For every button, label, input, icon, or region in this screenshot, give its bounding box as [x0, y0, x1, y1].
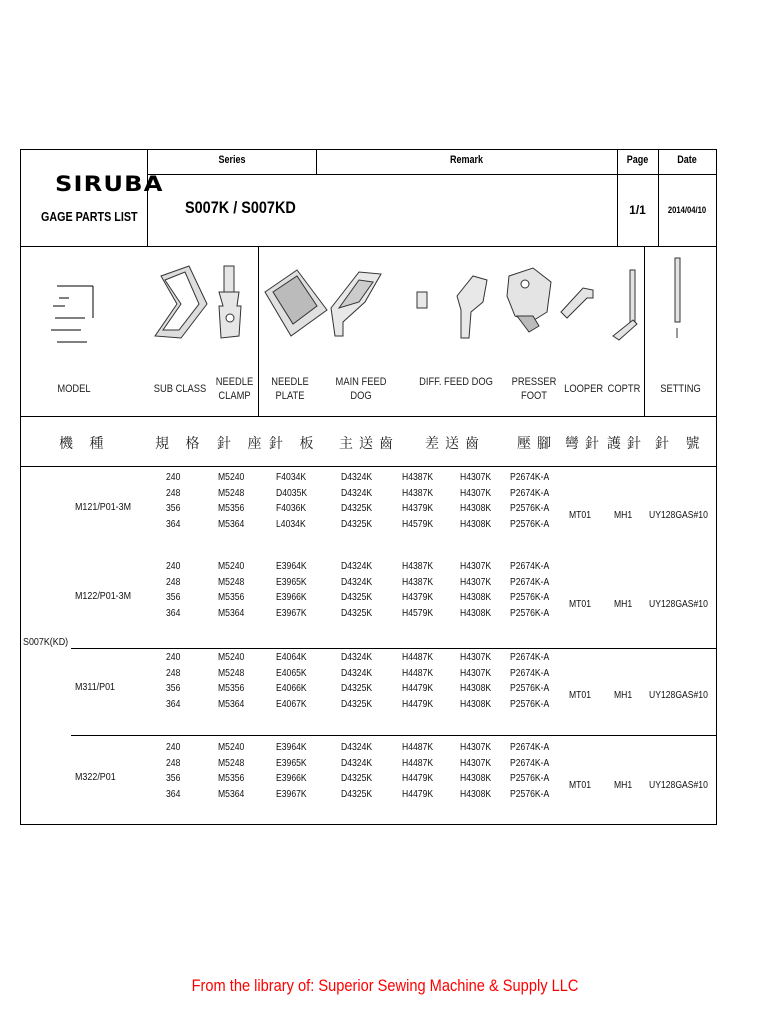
needle-clamp-values: [218, 559, 244, 621]
series-model: S007K / S007KD: [185, 198, 296, 217]
table-cell: D4325K: [341, 682, 373, 694]
table-cell: M5364: [218, 787, 245, 800]
table-cell: E3966K: [276, 591, 307, 603]
table-cell: D4325K: [341, 502, 373, 514]
guard-value: MH1: [614, 598, 633, 610]
table-cell: P2674K-A: [510, 756, 550, 769]
parts-illustrations: [21, 246, 716, 376]
main-feed-dog-values: [341, 470, 372, 532]
model-diagram: [51, 286, 93, 342]
table-cell: 356: [166, 682, 181, 694]
coptr-part: [613, 270, 637, 340]
parts-list-sheet: [20, 149, 717, 825]
presser-foot-part: [507, 268, 551, 332]
series-label: Series: [218, 154, 246, 166]
table-cell: H4479K: [402, 682, 434, 694]
cn-setting: 針 號: [655, 436, 706, 452]
looper-value: MT01: [569, 689, 592, 701]
looper-value: MT01: [569, 509, 592, 521]
caption-looper: LOOPER: [564, 383, 604, 395]
doc-title: GAGE PARTS LIST: [41, 210, 138, 224]
table-cell: F4036K: [276, 502, 307, 514]
table-cell: H4379K: [402, 591, 434, 603]
diff-feed-dog-values-2: [460, 559, 491, 621]
table-cell: H4308K: [460, 517, 492, 530]
caption-main-feed-dog: MAIN FEED DOG: [335, 376, 387, 402]
table-cell: H4387K: [402, 486, 434, 499]
table-cell: D4324K: [341, 486, 373, 499]
diff-feed-dog-values-2: [460, 740, 491, 802]
main-feed-dog-values: [341, 559, 372, 621]
table-cell: P2674K-A: [510, 575, 550, 588]
table-cell: H4307K: [460, 756, 492, 769]
table-cell: 356: [166, 502, 181, 514]
table-cell: E4066K: [276, 682, 307, 694]
table-cell: E3965K: [276, 575, 307, 588]
table-cell: P2674K-A: [510, 560, 550, 572]
diff-feed-dog-values: [402, 740, 433, 802]
main-feed-dog-part: [331, 272, 381, 336]
series-group-label: S007K(KD): [23, 636, 69, 648]
table-cell: 240: [166, 471, 181, 483]
doc-date: 2014/04/10: [667, 205, 707, 215]
table-cell: 364: [166, 517, 181, 530]
group-model: M311/P01: [75, 681, 116, 693]
needle-value: UY128GAS#10: [649, 779, 708, 791]
page-label: Page: [626, 154, 649, 166]
table-cell: H4307K: [460, 471, 492, 483]
guard-value: MH1: [614, 509, 633, 521]
table-cell: M5356: [218, 591, 245, 603]
guard-value: MH1: [614, 779, 633, 791]
table-cell: H4487K: [402, 741, 434, 753]
table-cell: H4308K: [460, 502, 492, 514]
looper-value: MT01: [569, 779, 592, 791]
table-cell: P2674K-A: [510, 471, 550, 483]
table-cell: H4308K: [460, 772, 492, 784]
table-cell: D4035K: [276, 486, 308, 499]
table-cell: H4487K: [402, 651, 434, 663]
table-cell: P2576K-A: [510, 772, 550, 784]
group-divider: [71, 735, 716, 736]
table-cell: H4387K: [402, 471, 434, 483]
table-cell: E3965K: [276, 756, 307, 769]
table-cell: 248: [166, 486, 181, 499]
looper-value: MT01: [569, 598, 592, 610]
table-cell: P2576K-A: [510, 517, 550, 530]
table-cell: E3966K: [276, 772, 307, 784]
table-cell: P2576K-A: [510, 606, 550, 619]
table-cell: H4379K: [402, 502, 434, 514]
needle-value: UY128GAS#10: [649, 509, 708, 521]
siruba-logo: SIRUBA: [55, 172, 164, 196]
cn-presser-foot: 壓腳: [517, 436, 557, 452]
presser-foot-values: [510, 470, 549, 532]
table-cell: P2674K-A: [510, 486, 550, 499]
page-number: 1/1: [629, 203, 646, 217]
table-cell: D4324K: [341, 471, 373, 483]
table-cell: M5364: [218, 517, 245, 530]
table-cell: H4307K: [460, 666, 492, 679]
group-divider: [71, 648, 716, 649]
cn-looper: 彎針: [565, 436, 605, 452]
caption-needle-plate: NEEDLE PLATE: [271, 376, 309, 402]
presser-foot-values: [510, 650, 549, 712]
group-model: M121/P01-3M: [75, 501, 132, 513]
cn-needle-clamp: 針 座: [217, 436, 268, 452]
header-divider: [147, 150, 148, 246]
needle-plate-values: [276, 740, 307, 802]
header-divider: [658, 150, 659, 246]
sub-class-values: [166, 650, 180, 712]
table-cell: M5356: [218, 772, 245, 784]
table-cell: P2674K-A: [510, 651, 550, 663]
table-cell: M5248: [218, 756, 245, 769]
needle-clamp-values: [218, 650, 244, 712]
table-cell: M5240: [218, 560, 245, 572]
table-cell: M5240: [218, 741, 245, 753]
table-cell: E4067K: [276, 697, 307, 710]
table-cell: 248: [166, 575, 181, 588]
cn-main-feed-dog: 主送齒: [339, 436, 399, 452]
table-cell: H4479K: [402, 772, 434, 784]
table-cell: M5356: [218, 682, 245, 694]
table-cell: D4324K: [341, 666, 373, 679]
needle-plate-values: [276, 559, 307, 621]
table-cell: H4308K: [460, 606, 492, 619]
remark-label: Remark: [449, 154, 484, 166]
table-cell: D4325K: [341, 517, 373, 530]
cn-diff-feed-dog: 差送齒: [425, 436, 485, 452]
table-cell: 356: [166, 772, 181, 784]
table-cell: H4307K: [460, 486, 492, 499]
table-cell: M5356: [218, 502, 245, 514]
needle-clamp-values: [218, 740, 244, 802]
diff-feed-dog-values: [402, 559, 433, 621]
diff-feed-dog-values: [402, 470, 433, 532]
table-cell: D4325K: [341, 606, 373, 619]
table-cell: 364: [166, 787, 181, 800]
date-label: Date: [677, 154, 697, 166]
caption-setting: SETTING: [660, 383, 701, 395]
table-cell: H4307K: [460, 651, 492, 663]
table-cell: H4308K: [460, 697, 492, 710]
library-footer: From the library of: Superior Sewing Machine & Supply LLC: [191, 976, 579, 995]
table-cell: D4325K: [341, 591, 373, 603]
table-cell: L4034K: [276, 517, 306, 530]
presser-foot-values: [510, 559, 549, 621]
table-cell: H4579K: [402, 517, 434, 530]
cn-header-top-line: [21, 416, 716, 417]
table-cell: H4479K: [402, 787, 434, 800]
table-cell: E3964K: [276, 741, 307, 753]
table-cell: P2576K-A: [510, 591, 550, 603]
table-cell: M5364: [218, 697, 245, 710]
cn-header-bottom-line: [21, 466, 716, 467]
cn-needle-plate: 針 板: [269, 436, 320, 452]
looper-part: [561, 288, 593, 318]
table-cell: P2576K-A: [510, 787, 550, 800]
setting-needle-part: [675, 258, 680, 338]
needle-plate-part: [265, 270, 327, 336]
group-model: M122/P01-3M: [75, 590, 132, 602]
header-divider: [316, 150, 317, 174]
caption-presser-foot: PRESSER FOOT: [511, 376, 557, 402]
table-cell: H4308K: [460, 787, 492, 800]
table-cell: P2674K-A: [510, 741, 550, 753]
cn-sub-class: 規 格: [155, 436, 206, 452]
table-cell: P2576K-A: [510, 697, 550, 710]
table-cell: E3967K: [276, 787, 307, 800]
table-cell: H4479K: [402, 697, 434, 710]
sub-class-values: [166, 470, 180, 532]
header-divider: [147, 174, 716, 175]
table-cell: M5364: [218, 606, 245, 619]
table-cell: H4308K: [460, 682, 492, 694]
table-cell: H4579K: [402, 606, 434, 619]
table-cell: M5240: [218, 471, 245, 483]
table-cell: 240: [166, 560, 181, 572]
table-cell: D4325K: [341, 697, 373, 710]
table-cell: F4034K: [276, 471, 307, 483]
table-cell: M5248: [218, 666, 245, 679]
group-model: M322/P01: [75, 771, 116, 783]
table-cell: D4324K: [341, 560, 373, 572]
diff-feed-dog-values-2: [460, 650, 491, 712]
sub-class-part: [155, 266, 207, 338]
needle-plate-values: [276, 470, 307, 532]
table-cell: D4325K: [341, 787, 373, 800]
main-feed-dog-values: [341, 650, 372, 712]
guard-value: MH1: [614, 689, 633, 701]
table-cell: P2674K-A: [510, 666, 550, 679]
table-cell: D4325K: [341, 772, 373, 784]
diff-feed-dog-part: [417, 276, 487, 338]
table-cell: D4324K: [341, 741, 373, 753]
table-cell: E4065K: [276, 666, 307, 679]
header-divider: [617, 150, 618, 246]
caption-model: MODEL: [57, 383, 91, 395]
presser-foot-values: [510, 740, 549, 802]
table-cell: H4487K: [402, 666, 434, 679]
cn-model: 機 種: [59, 436, 110, 452]
cn-coptr: 護針: [607, 436, 647, 452]
diff-feed-dog-values: [402, 650, 433, 712]
table-cell: 356: [166, 591, 181, 603]
needle-clamp-values: [218, 470, 244, 532]
table-cell: H4308K: [460, 591, 492, 603]
table-cell: 240: [166, 741, 181, 753]
table-cell: E3964K: [276, 560, 307, 572]
table-cell: D4324K: [341, 575, 373, 588]
table-cell: E3967K: [276, 606, 307, 619]
caption-sub-class: SUB CLASS: [153, 383, 207, 395]
table-cell: H4387K: [402, 560, 434, 572]
caption-coptr: COPTR: [607, 383, 641, 395]
table-cell: 364: [166, 697, 181, 710]
needle-value: UY128GAS#10: [649, 598, 708, 610]
diff-feed-dog-values-2: [460, 470, 491, 532]
needle-plate-values: [276, 650, 307, 712]
table-cell: H4307K: [460, 560, 492, 572]
table-cell: P2576K-A: [510, 502, 550, 514]
caption-diff-feed-dog: DIFF. FEED DOG: [419, 376, 493, 388]
table-cell: 248: [166, 756, 181, 769]
table-cell: H4307K: [460, 741, 492, 753]
sub-class-values: [166, 559, 180, 621]
table-cell: E4064K: [276, 651, 307, 663]
main-feed-dog-values: [341, 740, 372, 802]
table-cell: D4324K: [341, 651, 373, 663]
table-cell: 240: [166, 651, 181, 663]
table-cell: H4307K: [460, 575, 492, 588]
table-cell: P2576K-A: [510, 682, 550, 694]
needle-value: UY128GAS#10: [649, 689, 708, 701]
sub-class-values: [166, 740, 180, 802]
table-cell: M5240: [218, 651, 245, 663]
table-cell: M5248: [218, 575, 245, 588]
table-cell: H4487K: [402, 756, 434, 769]
caption-needle-clamp: NEEDLE CLAMP: [215, 376, 254, 402]
table-cell: H4387K: [402, 575, 434, 588]
table-cell: M5248: [218, 486, 245, 499]
table-cell: 364: [166, 606, 181, 619]
table-cell: D4324K: [341, 756, 373, 769]
table-cell: 248: [166, 666, 181, 679]
needle-clamp-part: [219, 266, 241, 338]
